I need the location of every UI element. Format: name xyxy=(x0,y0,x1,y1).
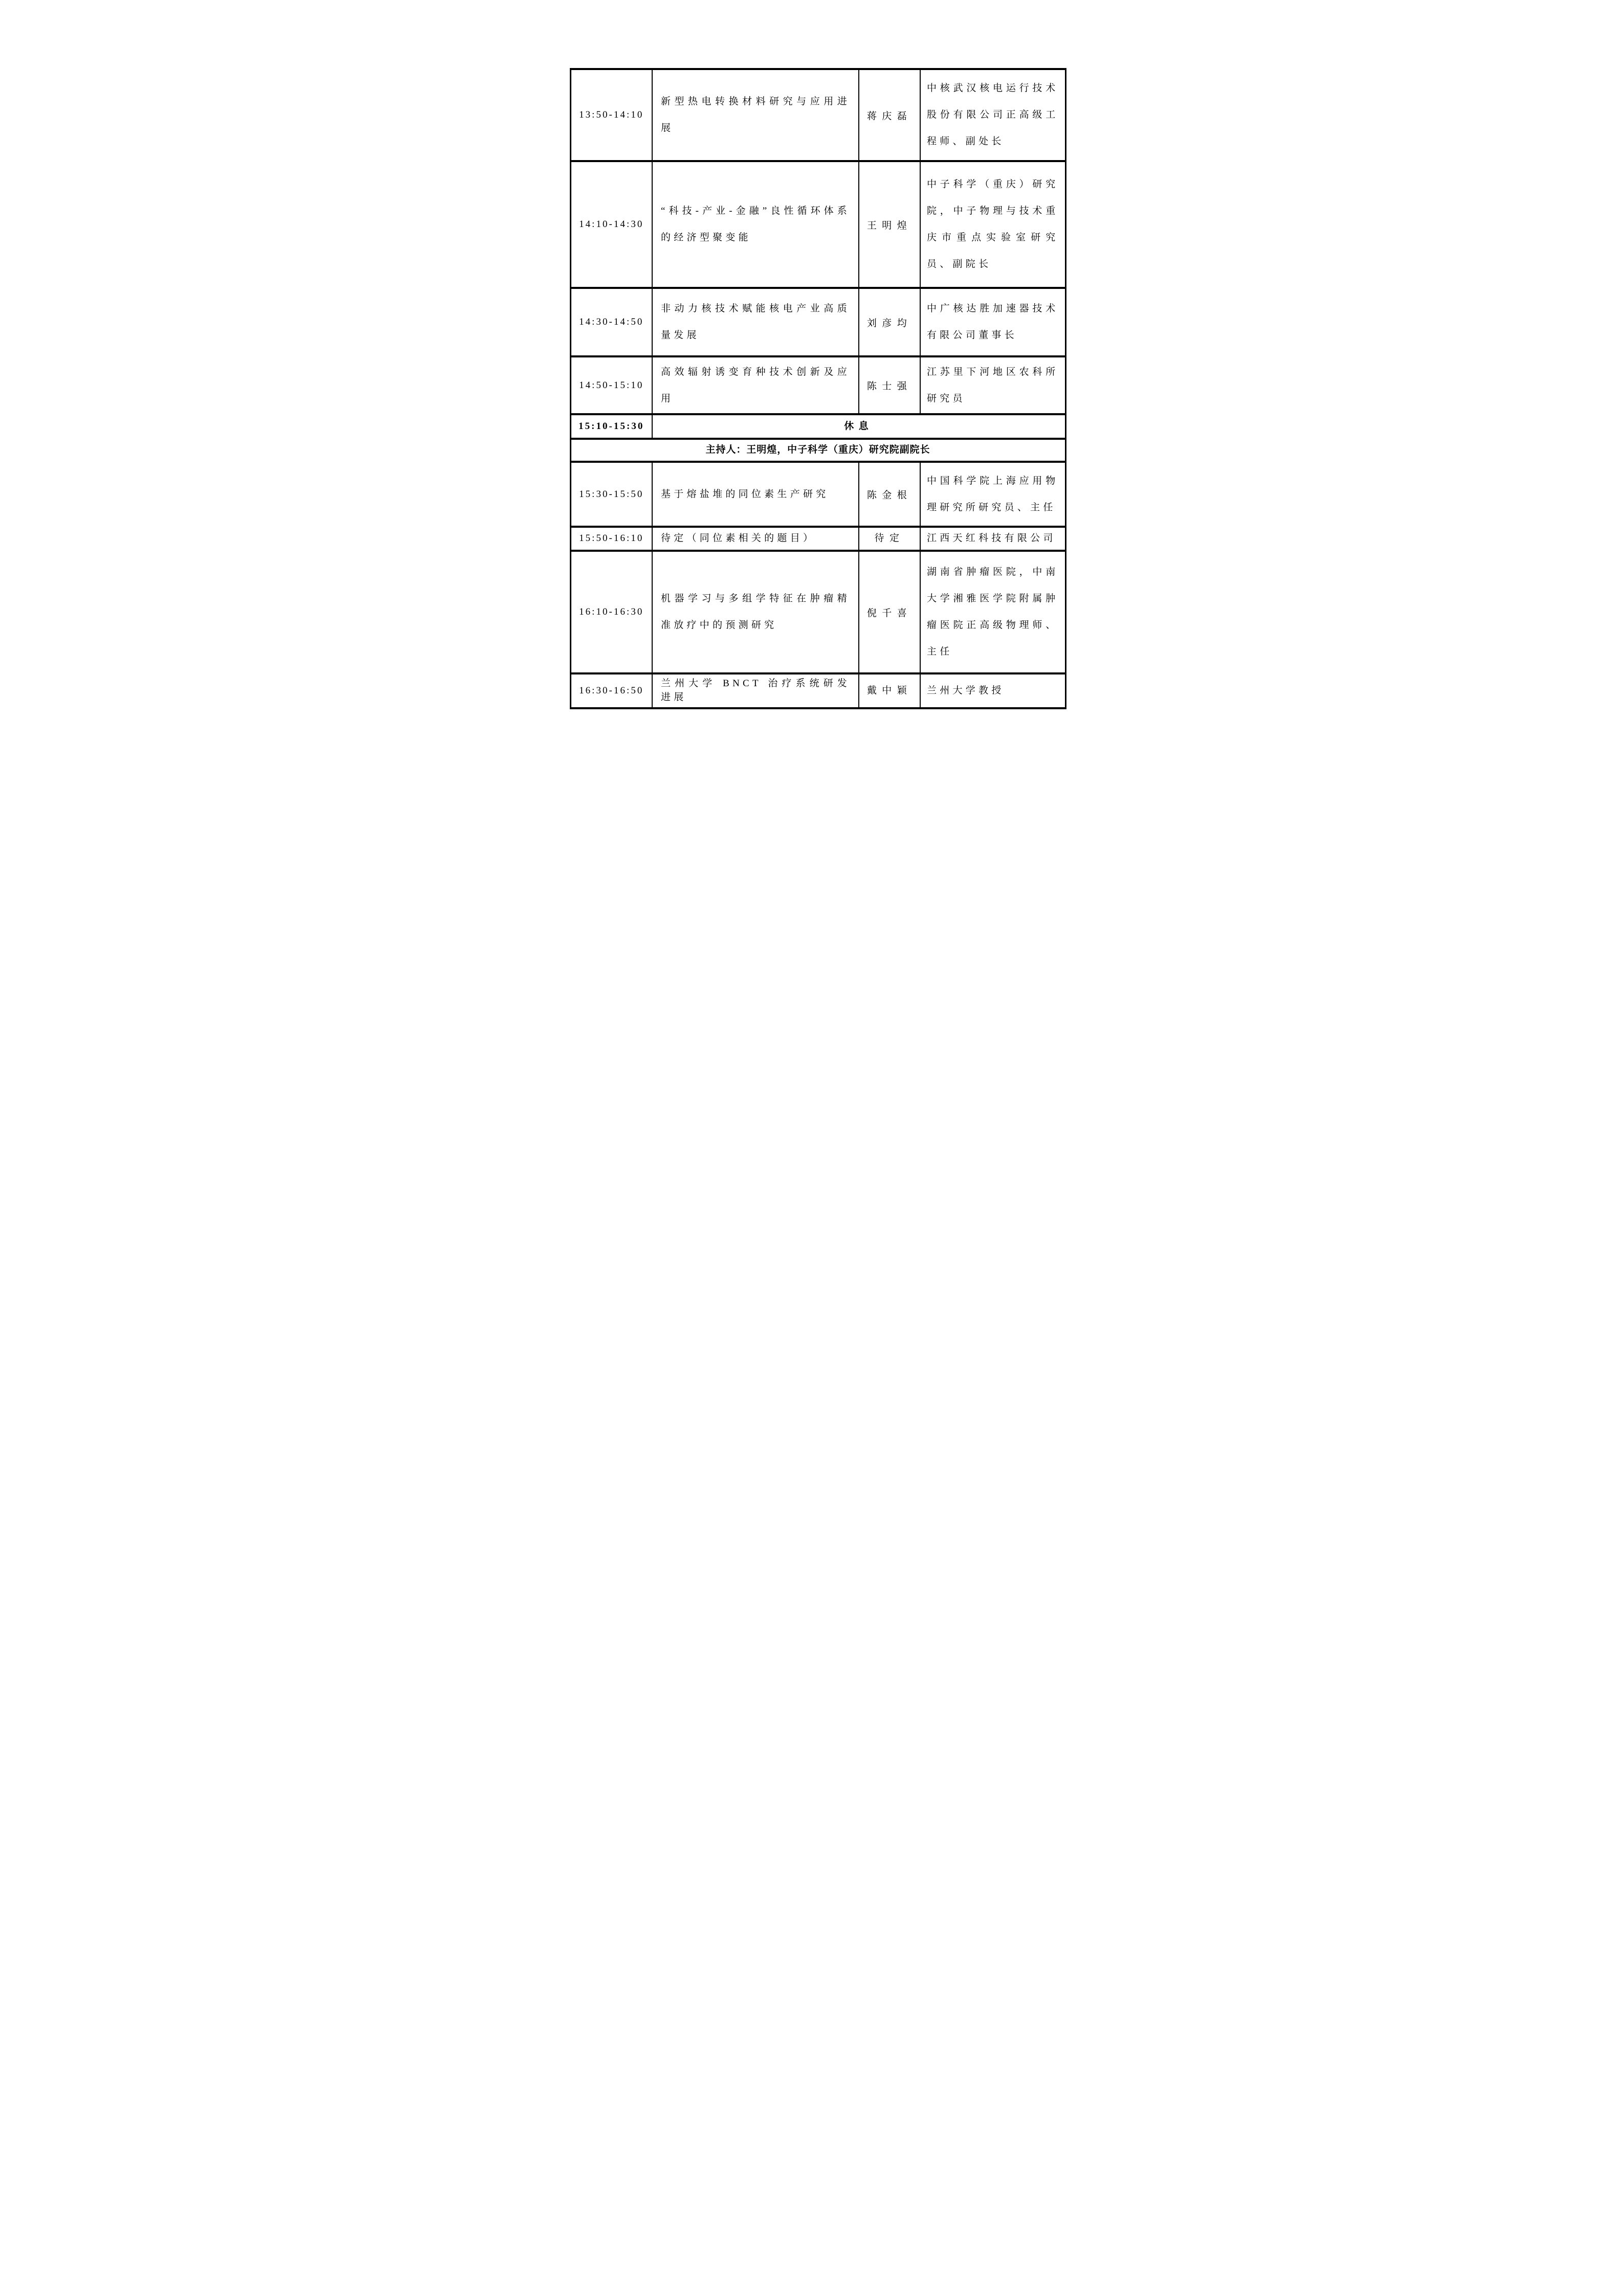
time-cell: 14:50-15:10 xyxy=(570,356,652,414)
table-row xyxy=(570,161,1065,288)
time-cell: 16:10-16:30 xyxy=(570,551,652,673)
affiliation-cell: 中子科学（重庆）研究院，中子物理与技术重庆市重点实验室研究员、副院长 xyxy=(920,161,1065,288)
talk-title-cell: 高效辐射诱变育种技术创新及应用 xyxy=(652,356,859,414)
speaker-cell: 蒋庆磊 xyxy=(859,69,920,161)
schedule-table xyxy=(570,68,1066,709)
talk-title-cell: 兰州大学 BNCT 治疗系统研发进展 xyxy=(652,673,859,708)
affiliation-cell: 湖南省肿瘤医院，中南大学湘雅医学院附属肿瘤医院正高级物理师、主任 xyxy=(920,551,1065,673)
time-cell: 13:50-14:10 xyxy=(570,69,652,161)
talk-title-cell: 待定（同位素相关的题目） xyxy=(652,527,859,551)
talk-title-cell: 基于熔盐堆的同位素生产研究 xyxy=(652,462,859,527)
table-row xyxy=(570,527,1065,551)
host-label-cell: 主持人：王明煌，中子科学（重庆）研究院副院长 xyxy=(570,439,1065,462)
affiliation-cell: 江西天红科技有限公司 xyxy=(920,527,1065,551)
affiliation-cell: 江苏里下河地区农科所研究员 xyxy=(920,356,1065,414)
time-cell: 14:10-14:30 xyxy=(570,161,652,288)
table-row xyxy=(570,288,1065,356)
affiliation-cell: 兰州大学教授 xyxy=(920,673,1065,708)
time-cell: 15:30-15:50 xyxy=(570,462,652,527)
speaker-cell: 戴中颖 xyxy=(859,673,920,708)
time-cell: 15:10-15:30 xyxy=(570,414,652,439)
break-label-cell: 休息 xyxy=(652,414,1065,439)
document-page xyxy=(531,0,1094,796)
affiliation-cell: 中国科学院上海应用物理研究所研究员、主任 xyxy=(920,462,1065,527)
table-row xyxy=(570,551,1065,673)
speaker-cell: 刘彦均 xyxy=(859,288,920,356)
table-row xyxy=(570,673,1065,708)
table-row xyxy=(570,69,1065,161)
break-row xyxy=(570,414,1065,439)
speaker-cell: 倪千喜 xyxy=(859,551,920,673)
speaker-cell: 陈金根 xyxy=(859,462,920,527)
affiliation-cell: 中广核达胜加速器技术有限公司董事长 xyxy=(920,288,1065,356)
host-row xyxy=(570,439,1065,462)
talk-title-cell: 机器学习与多组学特征在肿瘤精准放疗中的预测研究 xyxy=(652,551,859,673)
speaker-cell: 待定 xyxy=(859,527,920,551)
talk-title-cell: “科技-产业-金融”良性循环体系的经济型聚变能 xyxy=(652,161,859,288)
speaker-cell: 陈士强 xyxy=(859,356,920,414)
affiliation-cell: 中核武汉核电运行技术股份有限公司正高级工程师、副处长 xyxy=(920,69,1065,161)
talk-title-cell: 新型热电转换材料研究与应用进展 xyxy=(652,69,859,161)
time-cell: 14:30-14:50 xyxy=(570,288,652,356)
time-cell: 15:50-16:10 xyxy=(570,527,652,551)
table-row xyxy=(570,356,1065,414)
table-row xyxy=(570,462,1065,527)
speaker-cell: 王明煌 xyxy=(859,161,920,288)
talk-title-cell: 非动力核技术赋能核电产业高质量发展 xyxy=(652,288,859,356)
time-cell: 16:30-16:50 xyxy=(570,673,652,708)
